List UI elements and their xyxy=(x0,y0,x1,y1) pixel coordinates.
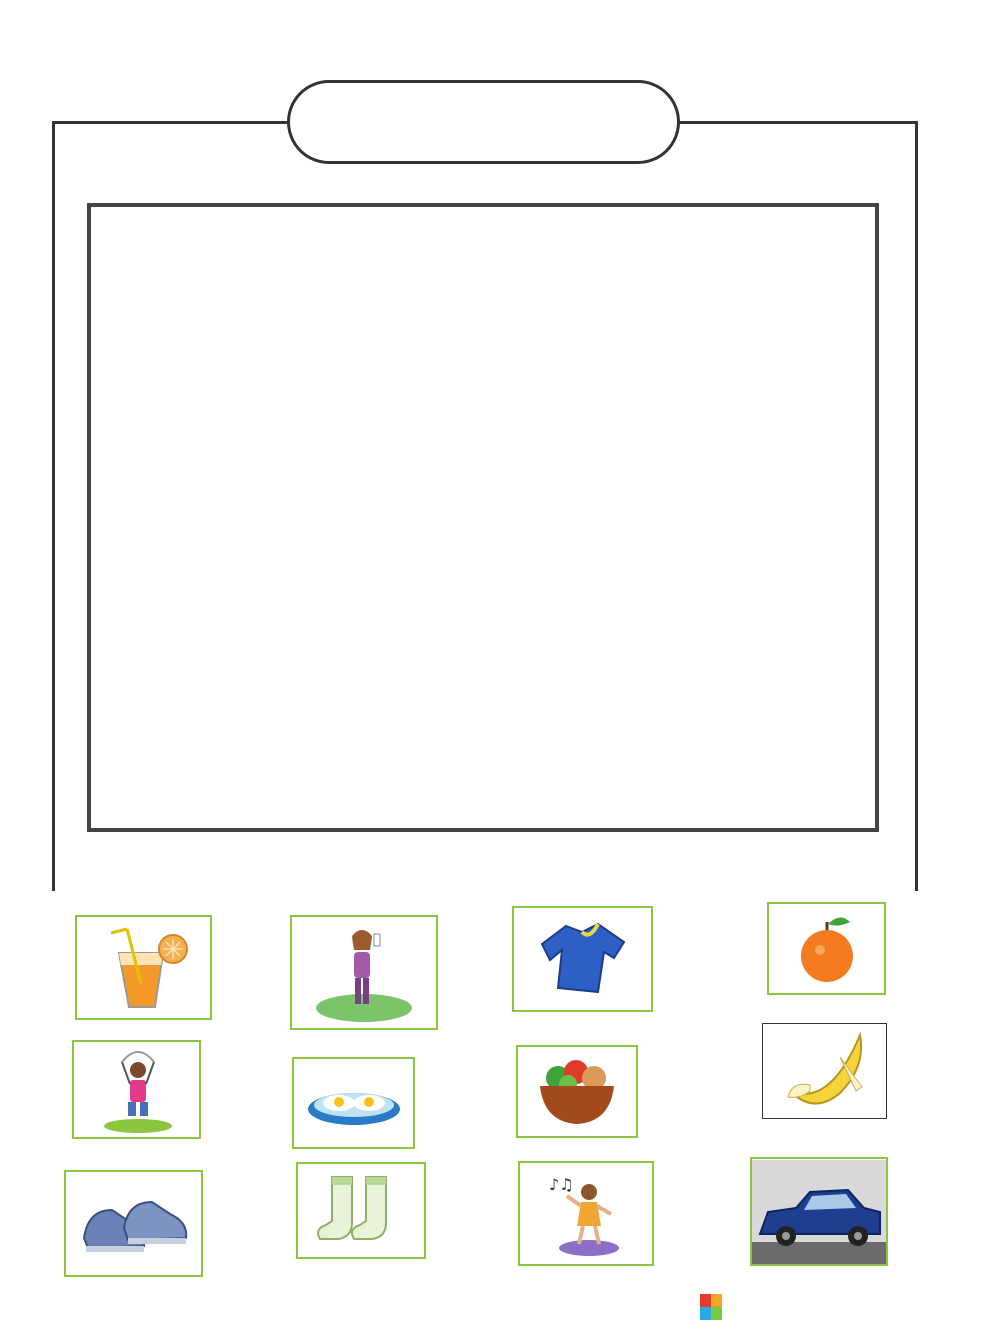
svg-text:♪♫: ♪♫ xyxy=(549,1174,574,1194)
car-card[interactable] xyxy=(750,1157,888,1266)
dancing-girl-card[interactable] xyxy=(518,1161,654,1266)
frame-left xyxy=(52,121,55,891)
frame-right xyxy=(915,121,918,891)
drinking-girl-card[interactable] xyxy=(290,915,438,1030)
socks-card[interactable] xyxy=(296,1162,426,1259)
orange-icon xyxy=(782,908,872,990)
car-icon xyxy=(752,1160,886,1264)
shirt-card[interactable] xyxy=(512,906,653,1012)
eggs-card[interactable] xyxy=(292,1057,415,1149)
shirt-icon xyxy=(528,914,638,1004)
dancing-girl-icon xyxy=(531,1166,641,1262)
jump-rope-card[interactable] xyxy=(72,1040,201,1139)
liveworksheets-logo xyxy=(700,1294,725,1320)
word-search-grid xyxy=(126,244,846,796)
puzzle-border-left xyxy=(0,0,48,1332)
juice-card[interactable] xyxy=(75,915,212,1020)
juice-icon xyxy=(89,923,199,1013)
shoes-icon xyxy=(74,1176,194,1272)
liveworksheets-logo-mark xyxy=(700,1294,722,1320)
frame-top-left xyxy=(52,121,289,124)
frame-top-right xyxy=(678,121,918,124)
drinking-girl-icon xyxy=(304,920,424,1025)
salad-icon xyxy=(522,1050,632,1134)
puzzle-border-top xyxy=(0,0,1000,56)
eggs-icon xyxy=(299,1063,409,1143)
jump-rope-icon xyxy=(82,1044,192,1136)
orange-card[interactable] xyxy=(767,902,886,995)
shoes-card[interactable] xyxy=(64,1170,203,1277)
salad-card[interactable] xyxy=(516,1045,638,1138)
title-box xyxy=(287,80,680,164)
socks-icon xyxy=(306,1167,416,1255)
banana-card[interactable] xyxy=(762,1023,887,1119)
banana-icon xyxy=(770,1027,880,1115)
puzzle-border-right xyxy=(942,0,1000,1332)
